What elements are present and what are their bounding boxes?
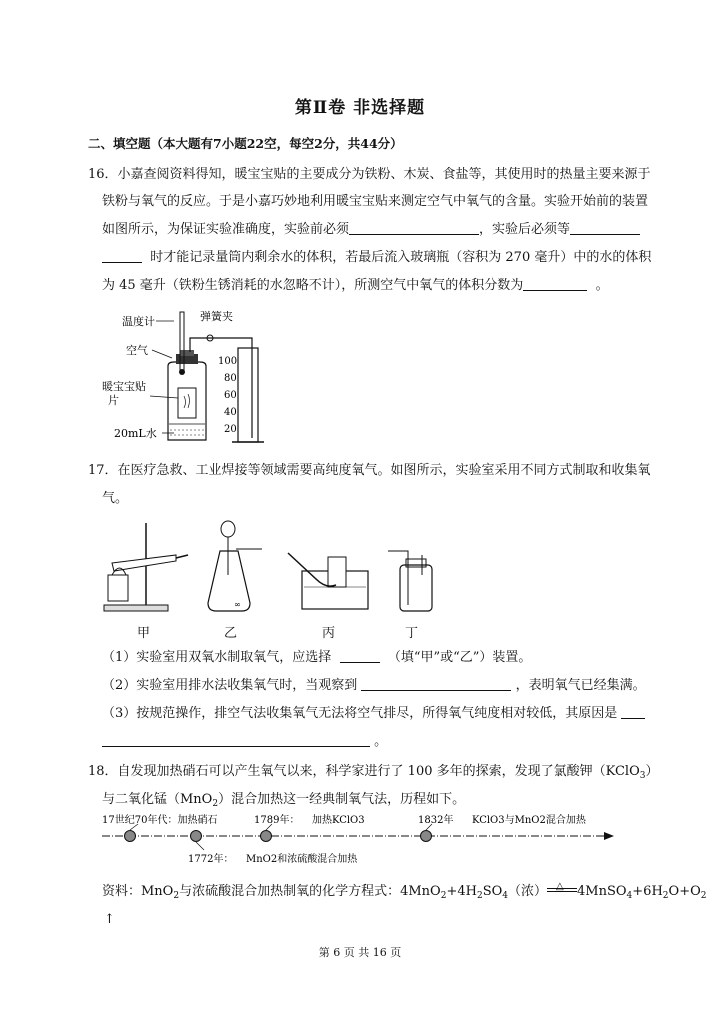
- event-1670s: 17世纪70年代：加热硝石: [102, 815, 218, 826]
- event-1772-text: MnO2和浓硫酸混合加热: [246, 854, 358, 865]
- heat-symbol: △: [556, 881, 564, 892]
- svg-text:∞: ∞: [234, 600, 241, 609]
- q16-apparatus-figure: [100, 306, 270, 448]
- apparatus-bing: [288, 553, 368, 609]
- q17-line-1: 17．在医疗急救、工业焊接等领域需要高纯度氧气。如图所示，实验室采用不同方式制取和收集氧: [88, 463, 651, 478]
- q17-sub-1: （1）实验室用双氧水制取氧气，应选择 （填“甲”或“乙”）装置。: [102, 650, 532, 665]
- clip-label: 弹簧夹: [200, 310, 233, 323]
- apparatus-ding: [388, 551, 432, 611]
- section-heading: 二、填空题（本大题有7小题22空，每空2分，共44分）: [88, 136, 403, 151]
- q16-line-3: 如图所示，为保证实验准确度，实验前必须 ，实验后必须等: [102, 216, 640, 244]
- q17-line-2: 气。: [102, 491, 129, 506]
- caption-yi: 乙: [224, 626, 238, 641]
- answer-blank[interactable]: [570, 220, 640, 235]
- answer-blank[interactable]: [523, 276, 587, 291]
- scale-100: 100: [218, 356, 238, 367]
- event-1772-year: 1772年：: [188, 854, 234, 865]
- q18-info-line: 资料：MnO$_2$与浓硫酸混合加热制氧的化学方程式：$4MnO_2+4H_2SO_4$（浓） △ $4MnSO_4+6H_2O+O_2$: [102, 878, 706, 910]
- answer-blank[interactable]: [102, 248, 142, 263]
- answer-blank[interactable]: [102, 732, 370, 747]
- event-1832-text: KClO3与MnO2混合加热: [472, 815, 586, 826]
- q16-line-1: 16．小嘉查阅资料得知，暖宝宝贴的主要成分为铁粉、木炭、食盐等，其使用时的热量主要来源于: [88, 167, 651, 182]
- answer-blank[interactable]: [361, 676, 511, 691]
- answer-blank[interactable]: [349, 220, 479, 235]
- q17-apparatus-figure: [96, 515, 446, 615]
- scale-60: 60: [224, 390, 237, 401]
- q16-line-4: 时才能记录量筒内剩余水的体积，若最后流入玻璃瓶（容积为 270 毫升）中的水的体积: [102, 244, 651, 272]
- gas-arrow: ↑: [104, 912, 115, 927]
- q17-sub-3: （3）按规范操作，排空气法收集氧气无法将空气排尽，所得氧气纯度相对较低，其原因是: [102, 700, 645, 728]
- event-1832-year: 1832年: [418, 815, 454, 826]
- event-1789-year: 1789年：: [254, 815, 300, 826]
- caption-jia: 甲: [137, 626, 151, 641]
- reaction-condition: [547, 883, 577, 897]
- scale-80: 80: [224, 373, 237, 384]
- page-title: 第Ⅱ卷 非选择题: [294, 98, 426, 118]
- caption-bing: 丙: [322, 626, 336, 641]
- q18-line-2: 与二氧化锰（MnO$_2$）混合加热这一经典制氧气法，历程如下。: [102, 792, 466, 809]
- warmer-label-2: 片: [108, 394, 119, 407]
- q18-line-1: 18．自发现加热硝石可以产生氧气以来，科学家进行了 100 多年的探索，发现了氯酸钾（KClO$_3$）: [88, 764, 659, 781]
- q16-line-5: 为 45 毫升（铁粉生锈消耗的水忽略不计），所测空气中氧气的体积分数为 。: [102, 278, 609, 293]
- warmer-label: 暖宝宝贴: [102, 380, 146, 393]
- thermometer-label: 温度计: [122, 315, 155, 328]
- apparatus-yi: [208, 521, 262, 611]
- scale-40: 40: [224, 407, 237, 418]
- caption-ding: 丁: [405, 626, 419, 641]
- q17-sub-3-cont: 。: [102, 728, 387, 756]
- event-1789-text: 加热KClO3: [312, 815, 365, 826]
- answer-blank[interactable]: [340, 648, 380, 663]
- answer-blank[interactable]: [621, 704, 645, 719]
- air-label: 空气: [126, 344, 148, 357]
- q16-line-2: 铁粉与氧气的反应。于是小嘉巧妙地利用暖宝宝贴来测定空气中氧气的含量。实验开始前的装置: [102, 194, 649, 209]
- apparatus-jia: [104, 523, 188, 611]
- water-label: 20mL水: [114, 427, 157, 440]
- scale-20: 20: [224, 424, 237, 435]
- page-footer: 第 6 页 共 16 页: [318, 946, 402, 959]
- q17-sub-2: （2）实验室用排水法收集氧气时，当观察到 ，表明氧气已经集满。: [102, 678, 646, 693]
- q18-timeline: [100, 808, 620, 868]
